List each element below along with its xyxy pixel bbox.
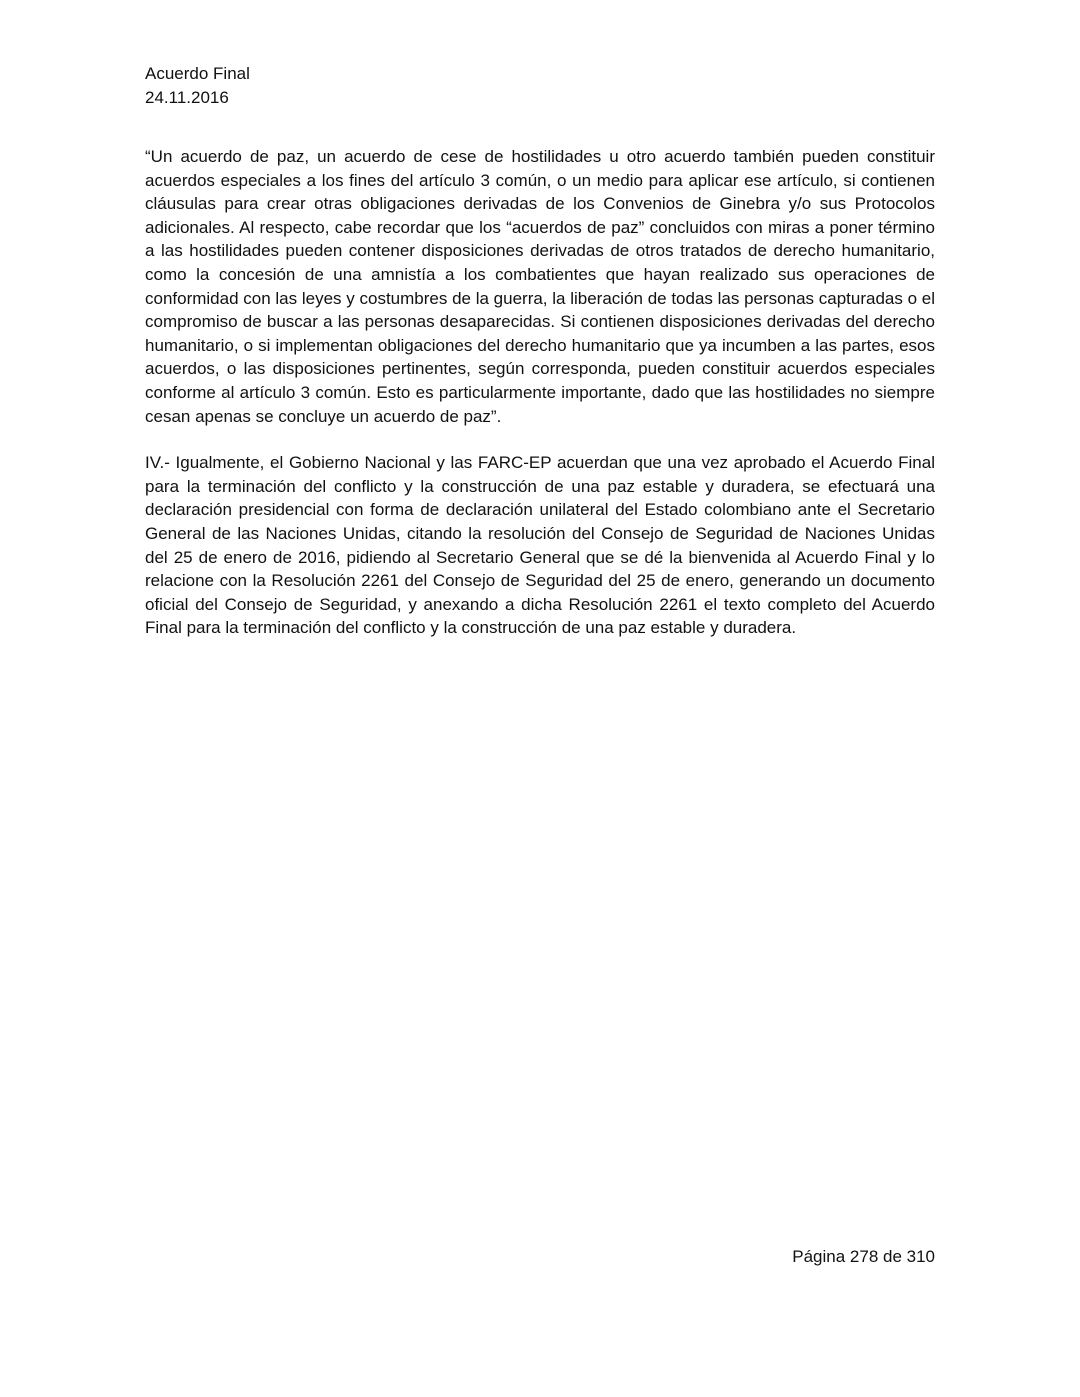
document-body xyxy=(145,145,935,640)
paragraph-section-iv: IV.- Igualmente, el Gobierno Nacional y las FARC-EP acuerdan que una vez aprobado el Acuerdo Final para la terminación del conflicto y la construcción de una paz estable y duradera, se efectuará una declaración presidencial con forma de declaración unilateral del Estado colombiano ante el Secretario General de las Naciones Unidas, citando la resolución del Consejo de Seguridad de Naciones Unidas del 25 de enero de 2016, pidiendo al Secretario General que se dé la bienvenida al Acuerdo Final y lo relacione con la Resolución 2261 del Consejo de Seguridad del 25 de enero, generando un documento oficial del Consejo de Seguridad, y anexando a dicha Resolución 2261 el texto completo del Acuerdo Final para la terminación del conflicto y la construcción de una paz estable y duradera. xyxy=(145,453,935,638)
document-date: 24.11.2016 xyxy=(145,88,229,107)
page-number: Página 278 de 310 xyxy=(792,1247,935,1266)
paragraph-quote: “Un acuerdo de paz, un acuerdo de cese de hostilidades u otro acuerdo también pueden constituir acuerdos especiales a los fines del artículo 3 común, o un medio para aplicar ese artículo, si contienen cláusulas para crear otras obligaciones derivadas de los Convenios de Ginebra y/o sus Protocolos adicionales. Al respecto, cabe recordar que los “acuerdos de paz” concluidos con miras a poner término a las hostilidades pueden contener disposiciones derivadas de otros tratados de derecho humanitario, como la concesión de una amnistía a los combatientes que hayan realizado sus operaciones de conformidad con las leyes y costumbres de la guerra, la liberación de todas las personas capturadas o el compromiso de buscar a las personas desaparecidas. Si contienen disposiciones derivadas del derecho humanitario, o si implementan obligaciones del derecho humanitario que ya incumben a las partes, esos acuerdos, o las disposiciones pertinentes, según corresponda, pueden constituir acuerdos especiales conforme al artículo 3 común. Esto es particularmente importante, dado que las hostilidades no siempre cesan apenas se concluye un acuerdo de paz”. xyxy=(145,147,935,426)
document-page xyxy=(145,0,935,1397)
document-title: Acuerdo Final xyxy=(145,64,250,83)
document-header xyxy=(145,62,935,110)
